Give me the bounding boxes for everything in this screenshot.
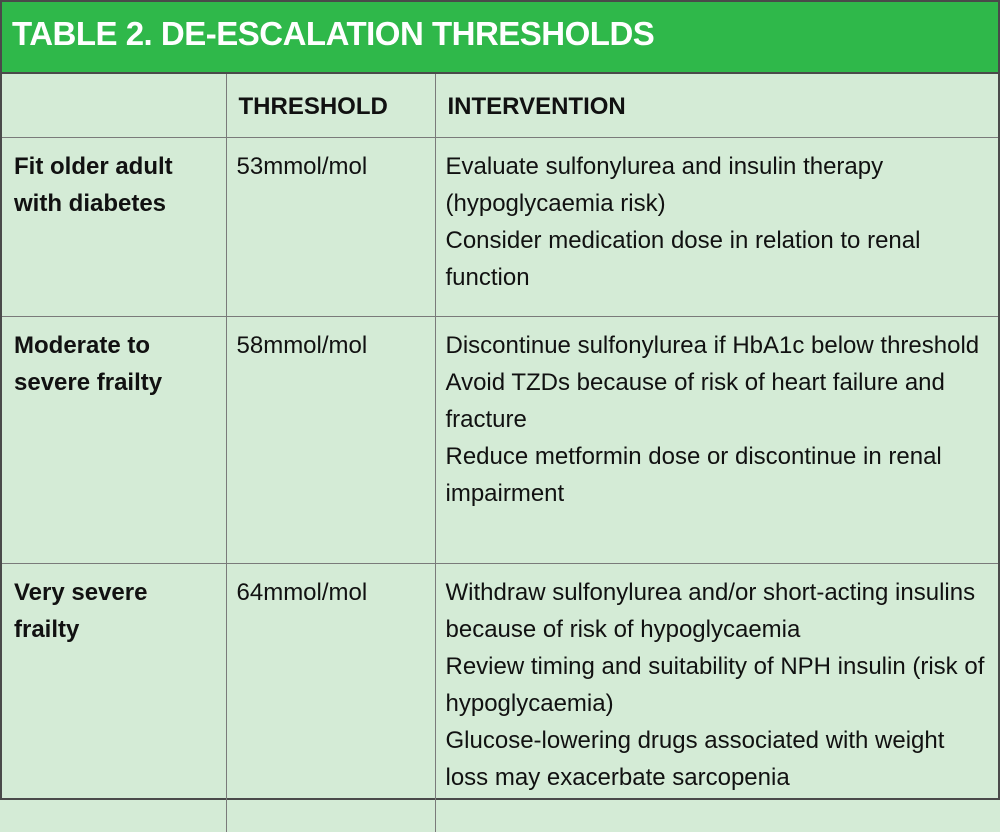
column-header-intervention: INTERVENTION	[436, 74, 999, 125]
intervention-cell	[435, 317, 998, 564]
intervention-item: Discontinue sulfonylurea if HbA1c below threshold	[446, 327, 989, 364]
column-header-threshold: THRESHOLD	[227, 74, 435, 125]
header-cell-threshold	[226, 74, 435, 138]
table-title: TABLE 2. DE-ESCALATION THRESHOLDS	[12, 15, 654, 53]
intervention-item: Evaluate sulfonylurea and insulin therapy (hypoglycaemia risk)	[446, 148, 989, 222]
intervention-item: Review timing and suitability of NPH insulin (risk of hypoglycaemia)	[446, 648, 989, 722]
row-label-cell	[2, 317, 226, 564]
header-cell-empty	[2, 74, 226, 138]
table-row	[2, 138, 998, 317]
intervention-item: Avoid TZDs because of risk of heart failure and fracture	[446, 364, 989, 438]
row-label: Very severe frailty	[2, 564, 226, 648]
row-label-cell	[2, 138, 226, 317]
threshold-cell	[226, 564, 435, 832]
intervention-cell	[435, 138, 998, 317]
intervention-item: Reduce metformin dose or discontinue in renal impairment	[446, 438, 989, 512]
threshold-value: 58mmol/mol	[227, 317, 435, 364]
threshold-cell	[226, 317, 435, 564]
intervention-cell	[435, 564, 998, 832]
threshold-value: 53mmol/mol	[227, 138, 435, 185]
table-row	[2, 317, 998, 564]
row-label-cell	[2, 564, 226, 832]
table-row	[2, 564, 998, 832]
de-escalation-table	[2, 74, 998, 832]
intervention-item: Consider medication dose in relation to renal function	[446, 222, 989, 296]
header-row	[2, 74, 998, 138]
title-bar	[2, 2, 998, 74]
intervention-item: Glucose-lowering drugs associated with weight loss may exacerbate sarcopenia	[446, 722, 989, 796]
intervention-item: Withdraw sulfonylurea and/or short-acting insulins because of risk of hypoglycaemia	[446, 574, 989, 648]
header-cell-intervention	[435, 74, 998, 138]
threshold-cell	[226, 138, 435, 317]
row-label: Fit older adult with diabetes	[2, 138, 226, 222]
row-label: Moderate to severe frailty	[2, 317, 226, 401]
threshold-value: 64mmol/mol	[227, 564, 435, 611]
